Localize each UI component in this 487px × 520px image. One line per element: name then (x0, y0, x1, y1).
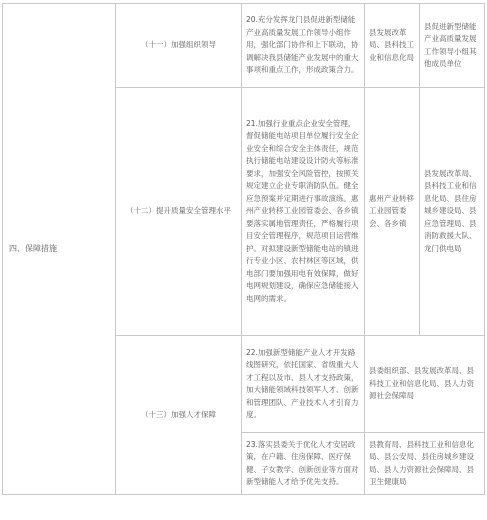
coop-unit-cell: 县促进新型储能产业高质量发展工作领导小组其他成员单位 (420, 4, 485, 88)
lead-unit-cell: 惠州产业转移工业园管委会、各乡镇 (365, 88, 420, 336)
content-cell: 22.加强新型储能产业人才开发路线图研究，依托国家、省级重大人才工程以及市、县人才支持政策，加大储能领域科技领军人才、创新和管理团队、产业技术人才引育力度。 (242, 336, 365, 433)
lead-unit-cell: 县委组织部、县发展改革局、县科技工业和信息化局、县人力资源社会保障局 (365, 336, 485, 433)
content-cell: 21.加强行业重点企业安全管理，督促储能电站项目单位履行安全企业安全和综合安全主体责任，规范执行储能电站建设设计防火等标准要求，加强安全风险管控，按照关规定建立企业专职消防队伍。健全应急预案并定期进行事故演练。惠州产业转移工业园管委会、各乡镇要落实属地管理责任，严格履行项目安全管理程序，规范项目运营维护。对拟建设新型储能电站的镇进行专业小区、农村林区等区域，供电部门要加强用电有效保障，做好电网规划建设，确保应急储能接入电网的需求。 (242, 88, 365, 336)
lead-unit-cell: 县发展改革局、县科技工业和信息化局 (365, 4, 420, 88)
subtitle-cell: （十一）加强组织领导 (116, 4, 242, 88)
coop-unit-cell: 县发展改革局、县科技工业和信息化局、县住房城乡建设局、县应急管理局、县消防救援大队、龙门供电局 (420, 88, 485, 336)
lead-unit-cell: 县教育局、县科技工业和信息化局、县公安局、县住房城乡建设局、县人力资源社会保障局、县卫生健康局 (365, 433, 485, 495)
content-cell: 20.充分发挥龙门县促进新型储能产业高质量发展工作领导小组作用，强化部门协作和上下联动，协调解决我县储能产业发展中的重大事项和重点工作，形成政策合力。 (242, 4, 365, 88)
policy-measures-table (2, 3, 485, 495)
subtitle-cell: （十三）加强人才保障 (116, 336, 242, 495)
content-cell: 23.落实县委关于优化人才安居政策，在户籍、住房保障、医疗保健、子女教学、创新创业等方面对新型储能人才给予优先支持。 (242, 433, 365, 495)
category-cell: 四、保障措施 (3, 4, 116, 495)
table-row (3, 4, 485, 88)
subtitle-cell: （十二）提升质量安全管理水平 (116, 88, 242, 336)
